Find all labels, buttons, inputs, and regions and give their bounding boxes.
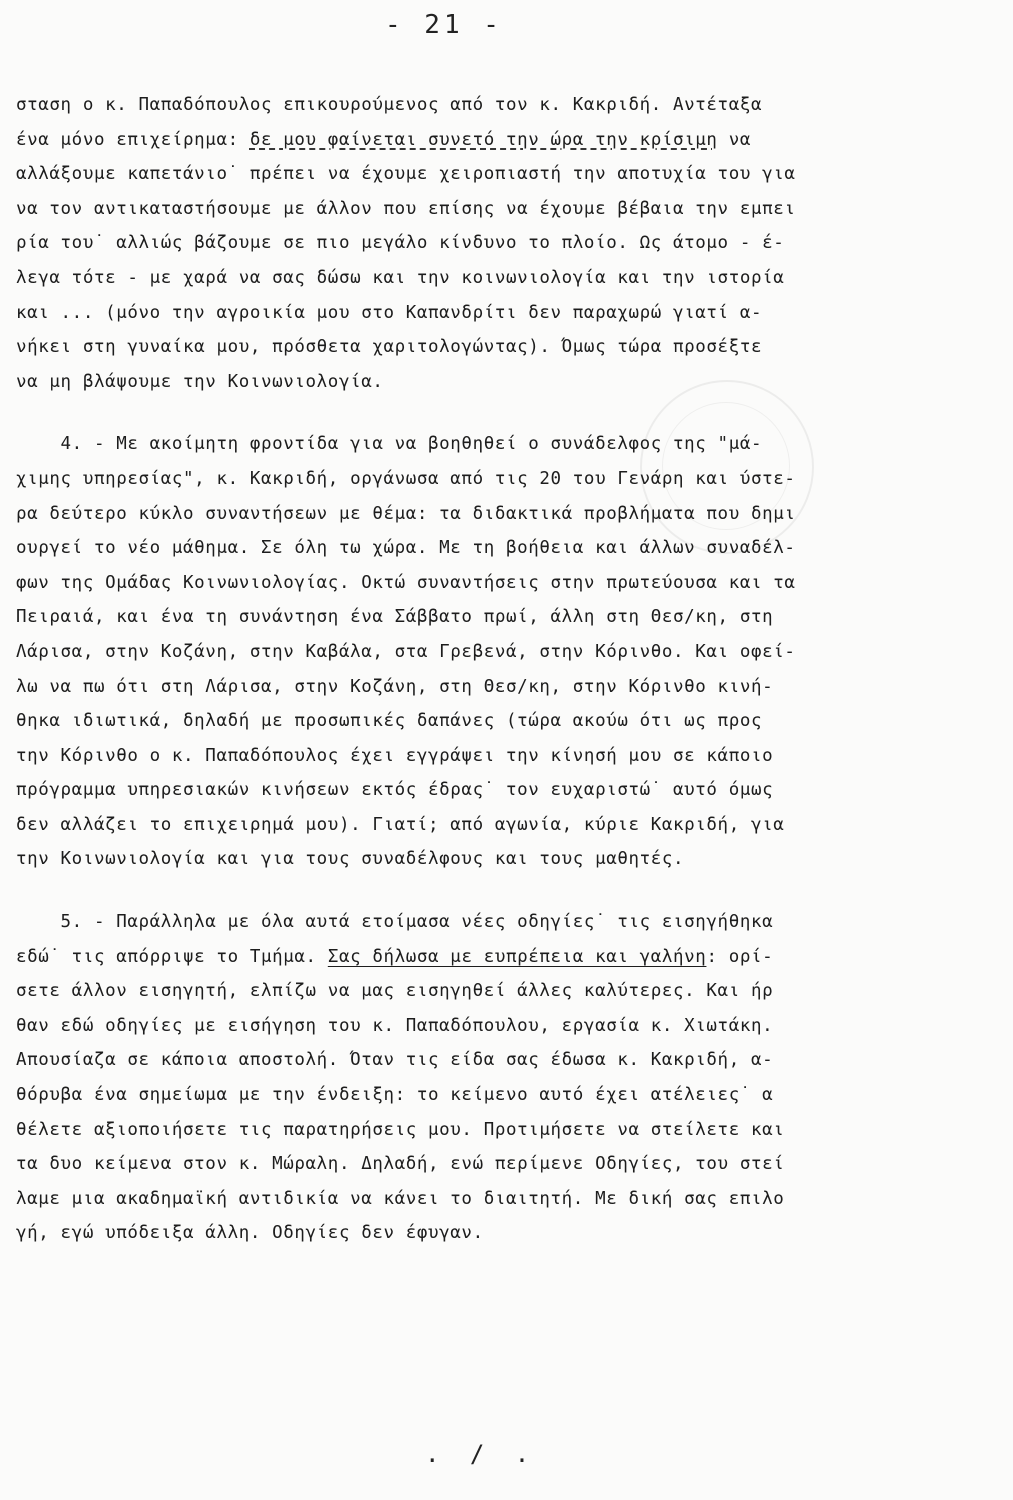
text-segment: θαν εδώ οδηγίες με εισήγηση του κ. Παπαδόπουλου, εργασία κ. Χιωτάκη. bbox=[16, 1015, 774, 1036]
text-segment: λαμε μια ακαδημαϊκή αντιδικία να κάνει το διαιτητή. Με δική σας επιλο bbox=[16, 1188, 785, 1209]
underlined-phrase: δε μου φαίνεται συνετό την ώρα την κρίσιμη bbox=[249, 129, 718, 150]
text-line bbox=[16, 497, 976, 532]
text-segment: χιμης υπηρεσίας", κ. Κακριδή, οργάνωσα από τις 20 του Γενάρη και ύστε- bbox=[16, 468, 796, 489]
text-segment: και ... (μόνο την αγροικία μου στο Καπανδρίτι δεν παραχωρώ γιατί α- bbox=[16, 302, 763, 323]
text-line bbox=[16, 600, 976, 635]
text-line bbox=[16, 226, 976, 261]
text-line bbox=[16, 739, 976, 774]
text-segment: δεν αλλάζει το επιχειρημά μου). Γιατί; από αγωνία, κύριε Κακριδή, για bbox=[16, 814, 785, 835]
text-segment: ένα μόνο επιχείρημα: bbox=[16, 129, 250, 150]
text-segment: να bbox=[717, 129, 751, 150]
continuation-mark: . / . bbox=[425, 1440, 538, 1468]
text-segment: ρα δεύτερο κύκλο συναντήσεων με θέμα: τα διδακτικά προβλήματα που δημι bbox=[16, 503, 796, 524]
text-segment: γή, εγώ υπόδειξα άλλη. Οδηγίες δεν έφυγαν. bbox=[16, 1223, 484, 1244]
text-segment: ρία του˙ αλλιώς βάζουμε σε πιο μεγάλο κίνδυνο το πλοίο. Ως άτομο - έ- bbox=[16, 233, 785, 254]
text-line bbox=[16, 1043, 976, 1078]
text-line bbox=[16, 704, 976, 739]
text-line bbox=[16, 462, 976, 497]
text-segment: να τον αντικαταστήσουμε με άλλον που επίσης να έχουμε βέβαια την εμπει bbox=[16, 198, 796, 219]
paragraph bbox=[16, 905, 976, 1251]
paragraph-gap bbox=[16, 399, 976, 427]
text-line bbox=[16, 808, 976, 843]
text-segment: την Κόρινθο ο κ. Παπαδόπουλος έχει εγγράψει την κίνησή μου σε κάποιο bbox=[16, 745, 774, 766]
text-segment: την Κοινωνιολογία και για τους συναδέλφους και τους μαθητές. bbox=[16, 849, 685, 870]
text-segment: να μη βλάψουμε την Κοινωνιολογία. bbox=[16, 371, 384, 392]
text-line bbox=[16, 157, 976, 192]
text-segment: θέλετε αξιοποιήσετε τις παρατηρήσεις μου. Προτιμήσετε να στείλετε και bbox=[16, 1119, 785, 1140]
text-line bbox=[16, 192, 976, 227]
text-line bbox=[16, 296, 976, 331]
paragraph-gap bbox=[16, 877, 976, 905]
text-segment: Πειραιά, και ένα τη συνάντηση ένα Σάββατο πρωί, άλλη στη Θεσ/κη, στη bbox=[16, 607, 774, 628]
text-segment: πρόγραμμα υπηρεσιακών κινήσεων εκτός έδρας˙ τον ευχαριστώ˙ αυτό όμως bbox=[16, 780, 774, 801]
text-segment: 4. - Με ακοίμητη φροντίδα για να βοηθηθεί ο συνάδελφος της "μά- bbox=[16, 434, 763, 455]
text-segment: Λάρισα, στην Κοζάνη, στην Καβάλα, στα Γρεβενά, στην Κόρινθο. Και οφεί- bbox=[16, 641, 796, 662]
body-text bbox=[16, 88, 976, 1251]
text-line bbox=[16, 88, 976, 123]
text-line bbox=[16, 842, 976, 877]
text-segment: τα δυο κείμενα στον κ. Μώραλη. Δηλαδή, ενώ περίμενε Οδηγίες, του στεί bbox=[16, 1154, 785, 1175]
text-line bbox=[16, 365, 976, 400]
text-segment: εδώ˙ τις απόρριψε το Τμήμα. bbox=[16, 946, 328, 967]
text-segment: λεγα τότε - με χαρά να σας δώσω και την κοινωνιολογία και την ιστορία bbox=[16, 267, 785, 288]
text-segment: φων της Ομάδας Κοινωνιολογίας. Οκτώ συναντήσεις στην πρωτεύουσα και τα bbox=[16, 572, 796, 593]
text-line bbox=[16, 1182, 976, 1217]
text-segment: νήκει στη γυναίκα μου, πρόσθετα χαριτολογώντας). Όμως τώρα προσέξτε bbox=[16, 337, 763, 358]
paragraph bbox=[16, 427, 976, 877]
text-segment: θόρυβα ένα σημείωμα με την ένδειξη: το κείμενο αυτό έχει ατέλειες˙ α bbox=[16, 1085, 774, 1106]
text-line bbox=[16, 427, 976, 462]
text-line bbox=[16, 905, 976, 940]
text-segment: αλλάξουμε καπετάνιο˙ πρέπει να έχουμε χειροπιαστή την αποτυχία του για bbox=[16, 164, 796, 185]
text-segment: 5. - Παράλληλα με όλα αυτά ετοίμασα νέες οδηγίες˙ τις εισηγήθηκα bbox=[16, 912, 774, 933]
text-segment: θηκα ιδιωτικά, δηλαδή με προσωπικές δαπάνες (τώρα ακούω ότι ως προς bbox=[16, 711, 763, 732]
text-line bbox=[16, 1147, 976, 1182]
text-line bbox=[16, 261, 976, 296]
text-segment: ουργεί το νέο μάθημα. Σε όλη τω χώρα. Με τη βοήθεια και άλλων συναδέλ- bbox=[16, 538, 796, 559]
page-number: - 21 - bbox=[385, 10, 503, 40]
text-line bbox=[16, 1216, 976, 1251]
text-line bbox=[16, 1009, 976, 1044]
text-line bbox=[16, 531, 976, 566]
text-line bbox=[16, 1078, 976, 1113]
text-line bbox=[16, 635, 976, 670]
text-line bbox=[16, 974, 976, 1009]
text-segment: σταση ο κ. Παπαδόπουλος επικουρούμενος από τον κ. Κακριδή. Αντέταξα bbox=[16, 95, 763, 115]
text-line bbox=[16, 773, 976, 808]
text-segment: λω να πω ότι στη Λάρισα, στην Κοζάνη, στη Θεσ/κη, στην Κόρινθο κινή- bbox=[16, 676, 774, 697]
underlined-phrase: Σας δήλωσα με ευπρέπεια και γαλήνη bbox=[327, 946, 707, 967]
text-line bbox=[16, 940, 976, 975]
text-line bbox=[16, 123, 976, 158]
text-segment: : ορί- bbox=[706, 946, 774, 967]
text-line bbox=[16, 670, 976, 705]
text-segment: σετε άλλον εισηγητή, ελπίζω να μας εισηγηθεί άλλες καλύτερες. Και ήρ bbox=[16, 981, 774, 1002]
text-line bbox=[16, 330, 976, 365]
text-line bbox=[16, 1113, 976, 1148]
text-segment: Απουσίαζα σε κάποια αποστολή. Όταν τις είδα σας έδωσα κ. Κακριδή, α- bbox=[16, 1050, 774, 1071]
paragraph bbox=[16, 88, 976, 399]
text-line bbox=[16, 566, 976, 601]
